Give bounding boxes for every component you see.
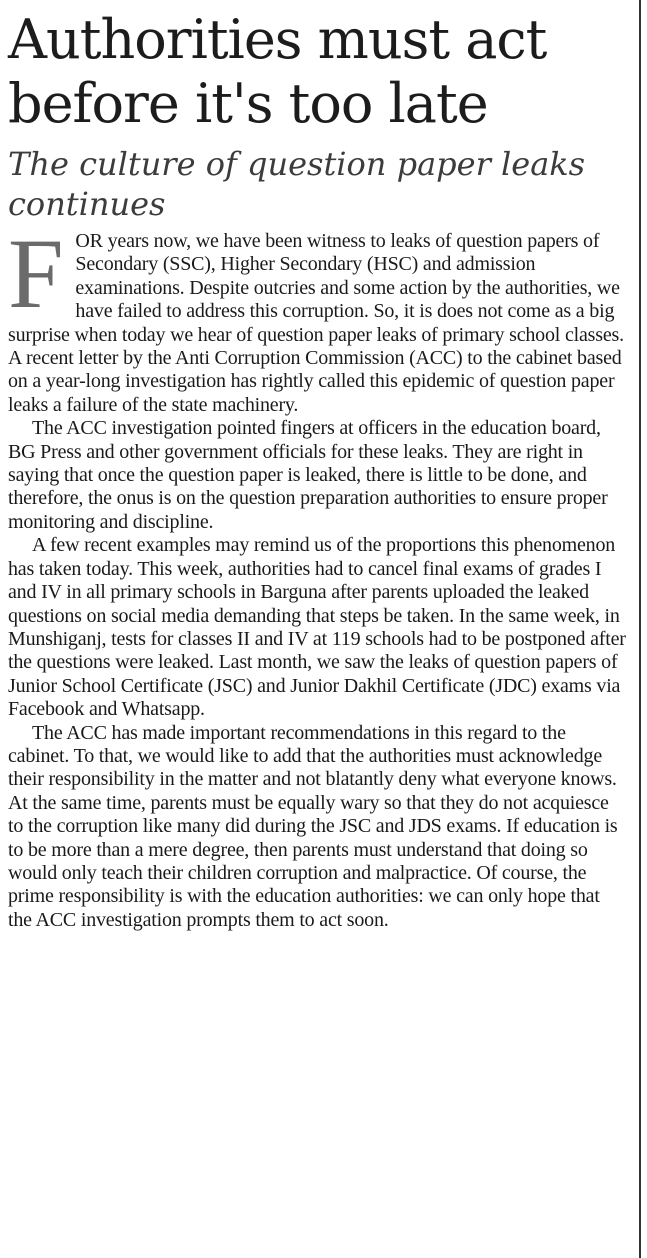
paragraph-1-text: OR years now, we have been witness to leaks of question papers of Secondary (SSC), Higher Secondary (HSC) and admission examinations. Despite outcries and some action by the authorities, we have failed to address this corruption. So, it is does not come as a big surprise when today we hear of question paper leaks of primary school classes. A recent letter by the Anti Corruption Commission (ACC) to the cabinet based on a year-long investigation has rightly called this epidemic of question paper leaks a failure of the state machinery. xyxy=(8,230,624,416)
paragraph-2: The ACC investigation pointed fingers at officers in the education board, BG Press and other government officials for these leaks. They are right in saying that once the question paper is leaked, there is little to be done, and therefore, the onus is on the question preparation authorities to ensure proper monitoring and discipline. xyxy=(8,417,608,533)
paragraph-4: The ACC has made important recommendations in this regard to the cabinet. To that, we would like to add that the authorities must acknowledge their responsibility in the matter and not blatantly deny what everyone knows. At the same time, parents must be equally wary so that they do not acquiesce to the corruption like many did during the JSC and JDS exams. If education is to be more than a mere degree, then parents must understand that doing so would only teach their children corruption and malpractice. Of course, the prime responsibility is with the education authorities: we can only hope that the ACC investigation prompts them to act soon. xyxy=(8,721,618,931)
headline: Authorities must act before it's too late xyxy=(8,8,547,135)
subheadline: The culture of question paper leaks continues xyxy=(8,145,586,223)
column-rule xyxy=(639,0,641,1258)
paragraph-3: A few recent examples may remind us of the proportions this phenomenon has taken today. This week, authorities had to cancel final exams of grades I and IV in all primary schools in Barguna after parents uploaded the leaked questions on social media demanding that steps be taken. In the same week, in Munshiganj, tests for classes II and IV at 119 schools had to be postponed after the questions were leaked. Last month, we saw the leaks of question papers of Junior School Certificate (JSC) and Junior Dakhil Certificate (JDC) exams via Facebook and Whatsapp. xyxy=(8,534,626,721)
article-body xyxy=(8,218,628,932)
drop-cap: F xyxy=(8,218,64,329)
editorial-article xyxy=(8,8,628,932)
paragraph-1 xyxy=(8,218,628,417)
